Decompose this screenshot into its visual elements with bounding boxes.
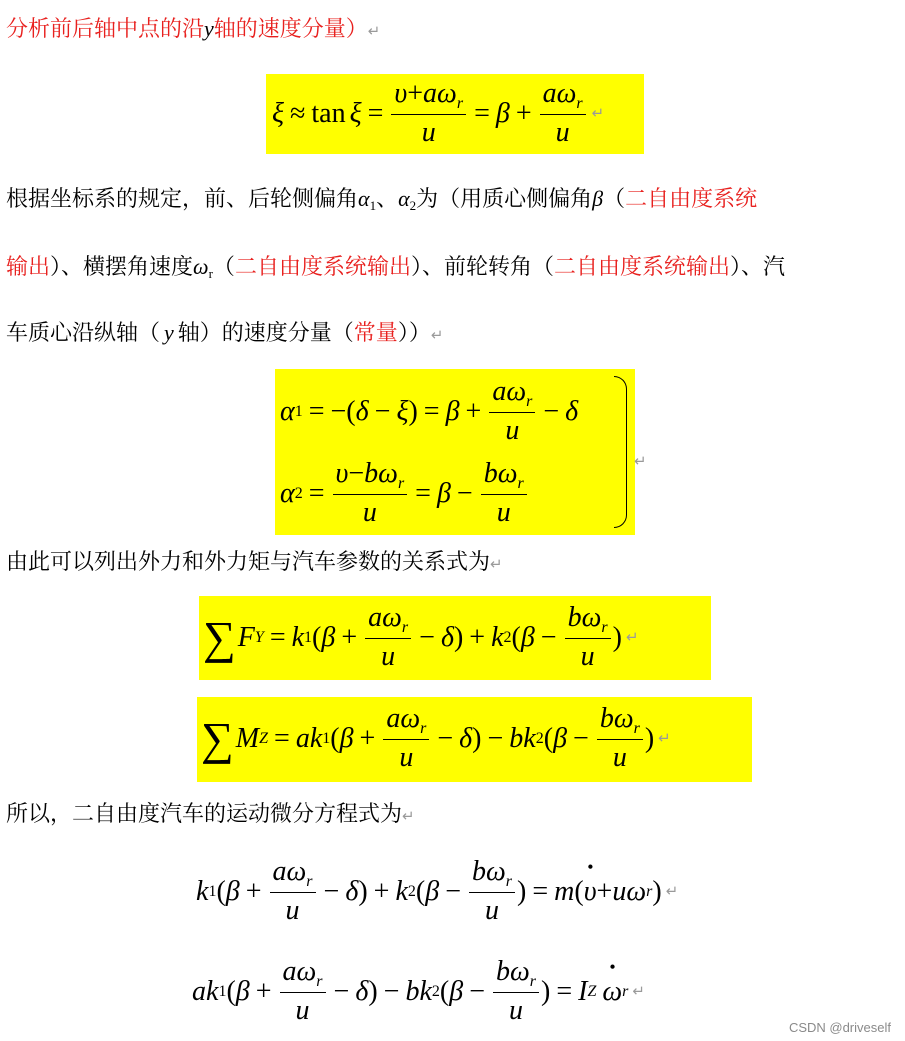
- return-mark: ↵: [402, 807, 415, 825]
- line2-part-d: （: [603, 187, 626, 212]
- line3-red-d: 二自由度系统输出: [234, 255, 411, 280]
- equation-xi: ξ ≈ tan ξ = $\frac{\upsilon+a\omega_r}{u}$ = β + $\frac{a\omega_r}{u}$ ↵: [272, 78, 605, 148]
- line3-part-g: ）、汽: [729, 255, 785, 280]
- line3-part-e: ）、前轮转角（: [410, 255, 554, 280]
- text-line-6: [6, 800, 415, 831]
- text-line-4: 车质心沿纵轴（ y 轴）的速度分量（常量））↵: [6, 320, 444, 346]
- text-line-3: 输出）、横摆角速度$\omega_r$（二自由度系统输出）、前轮转角（二自由度系统输出）、汽: [6, 254, 785, 281]
- equation-motion-2: ak 1 ( β + $\frac{a\omega_r}{u}$ − δ ) − bk 2 ( β − $\frac{b\omega_r}{u}$ ) = I Z • ω r ↵: [192, 958, 645, 1025]
- return-mark: ↵: [367, 22, 381, 40]
- return-mark: ↵: [430, 326, 444, 344]
- watermark: CSDN @driveself: [788, 1020, 891, 1035]
- line4-part-d: ））: [397, 321, 431, 346]
- text-line-1: [6, 14, 380, 46]
- equation-sum-mz: ∑ M Z = ak 1 ( β + $\frac{a\omega_r}{u}$ − δ ) − bk 2 ( β − $\frac{b\omega_r}{u}$ ) ↵: [201, 703, 671, 773]
- line4-part-b: 轴）的速度分量（: [177, 321, 354, 346]
- line2-part-b: 、: [376, 187, 399, 212]
- line4-part-a: 车质心沿纵轴（: [6, 321, 161, 346]
- line1-part-a: 分析前后轴中点的沿: [6, 17, 205, 42]
- equation-alpha2: α 2 = $\frac{\upsilon-b\omega_r}{u}$ = β − $\frac{b\omega_r}{u}$: [280, 460, 529, 527]
- line2-part-c: 为（用质心侧偏角: [416, 187, 593, 212]
- text-line-2: 根据坐标系的规定，前、后轮侧偏角$\alpha_1$、$\alpha_2$为（用质心侧偏角β（二自由度系统: [6, 186, 758, 213]
- line6-text: 所以，二自由度汽车的运动微分方程式为: [6, 802, 403, 827]
- text-line-5: [6, 548, 503, 579]
- line3-red-a: 输出: [6, 255, 51, 280]
- line3-red-f: 二自由度系统输出: [553, 255, 730, 280]
- line3-part-c: （: [212, 255, 235, 280]
- line1-part-b: 轴的速度分量）: [213, 17, 368, 42]
- line2-red: 二自由度系统: [625, 187, 758, 212]
- return-mark: ↵: [634, 452, 647, 470]
- equation-alpha1: α 1 = −( δ − ξ ) = β + $\frac{a\omega_r}{u}$ − δ: [280, 376, 579, 446]
- equation-sum-fy: ∑ F Y = k 1 ( β + $\frac{a\omega_r}{u}$ − δ ) + k 2 ( β − $\frac{b\omega_r}{u}$ ) ↵: [203, 602, 639, 672]
- equation-motion-1: k 1 ( β + $\frac{a\omega_r}{u}$ − δ ) + k 2 ( β − $\frac{b\omega_r}{u}$ ) = m ( • υ + uω r ) ↵: [196, 858, 678, 925]
- return-mark: ↵: [490, 555, 503, 573]
- line2-part-a: 根据坐标系的规定，前、后轮侧偏角: [6, 187, 359, 212]
- line5-text: 由此可以列出外力和外力矩与汽车参数的关系式为: [6, 550, 491, 575]
- right-brace: [614, 376, 627, 528]
- line1-y: y: [204, 16, 214, 41]
- line3-part-b: ）、横摆角速度: [50, 255, 194, 280]
- line4-red: 常量: [353, 321, 398, 346]
